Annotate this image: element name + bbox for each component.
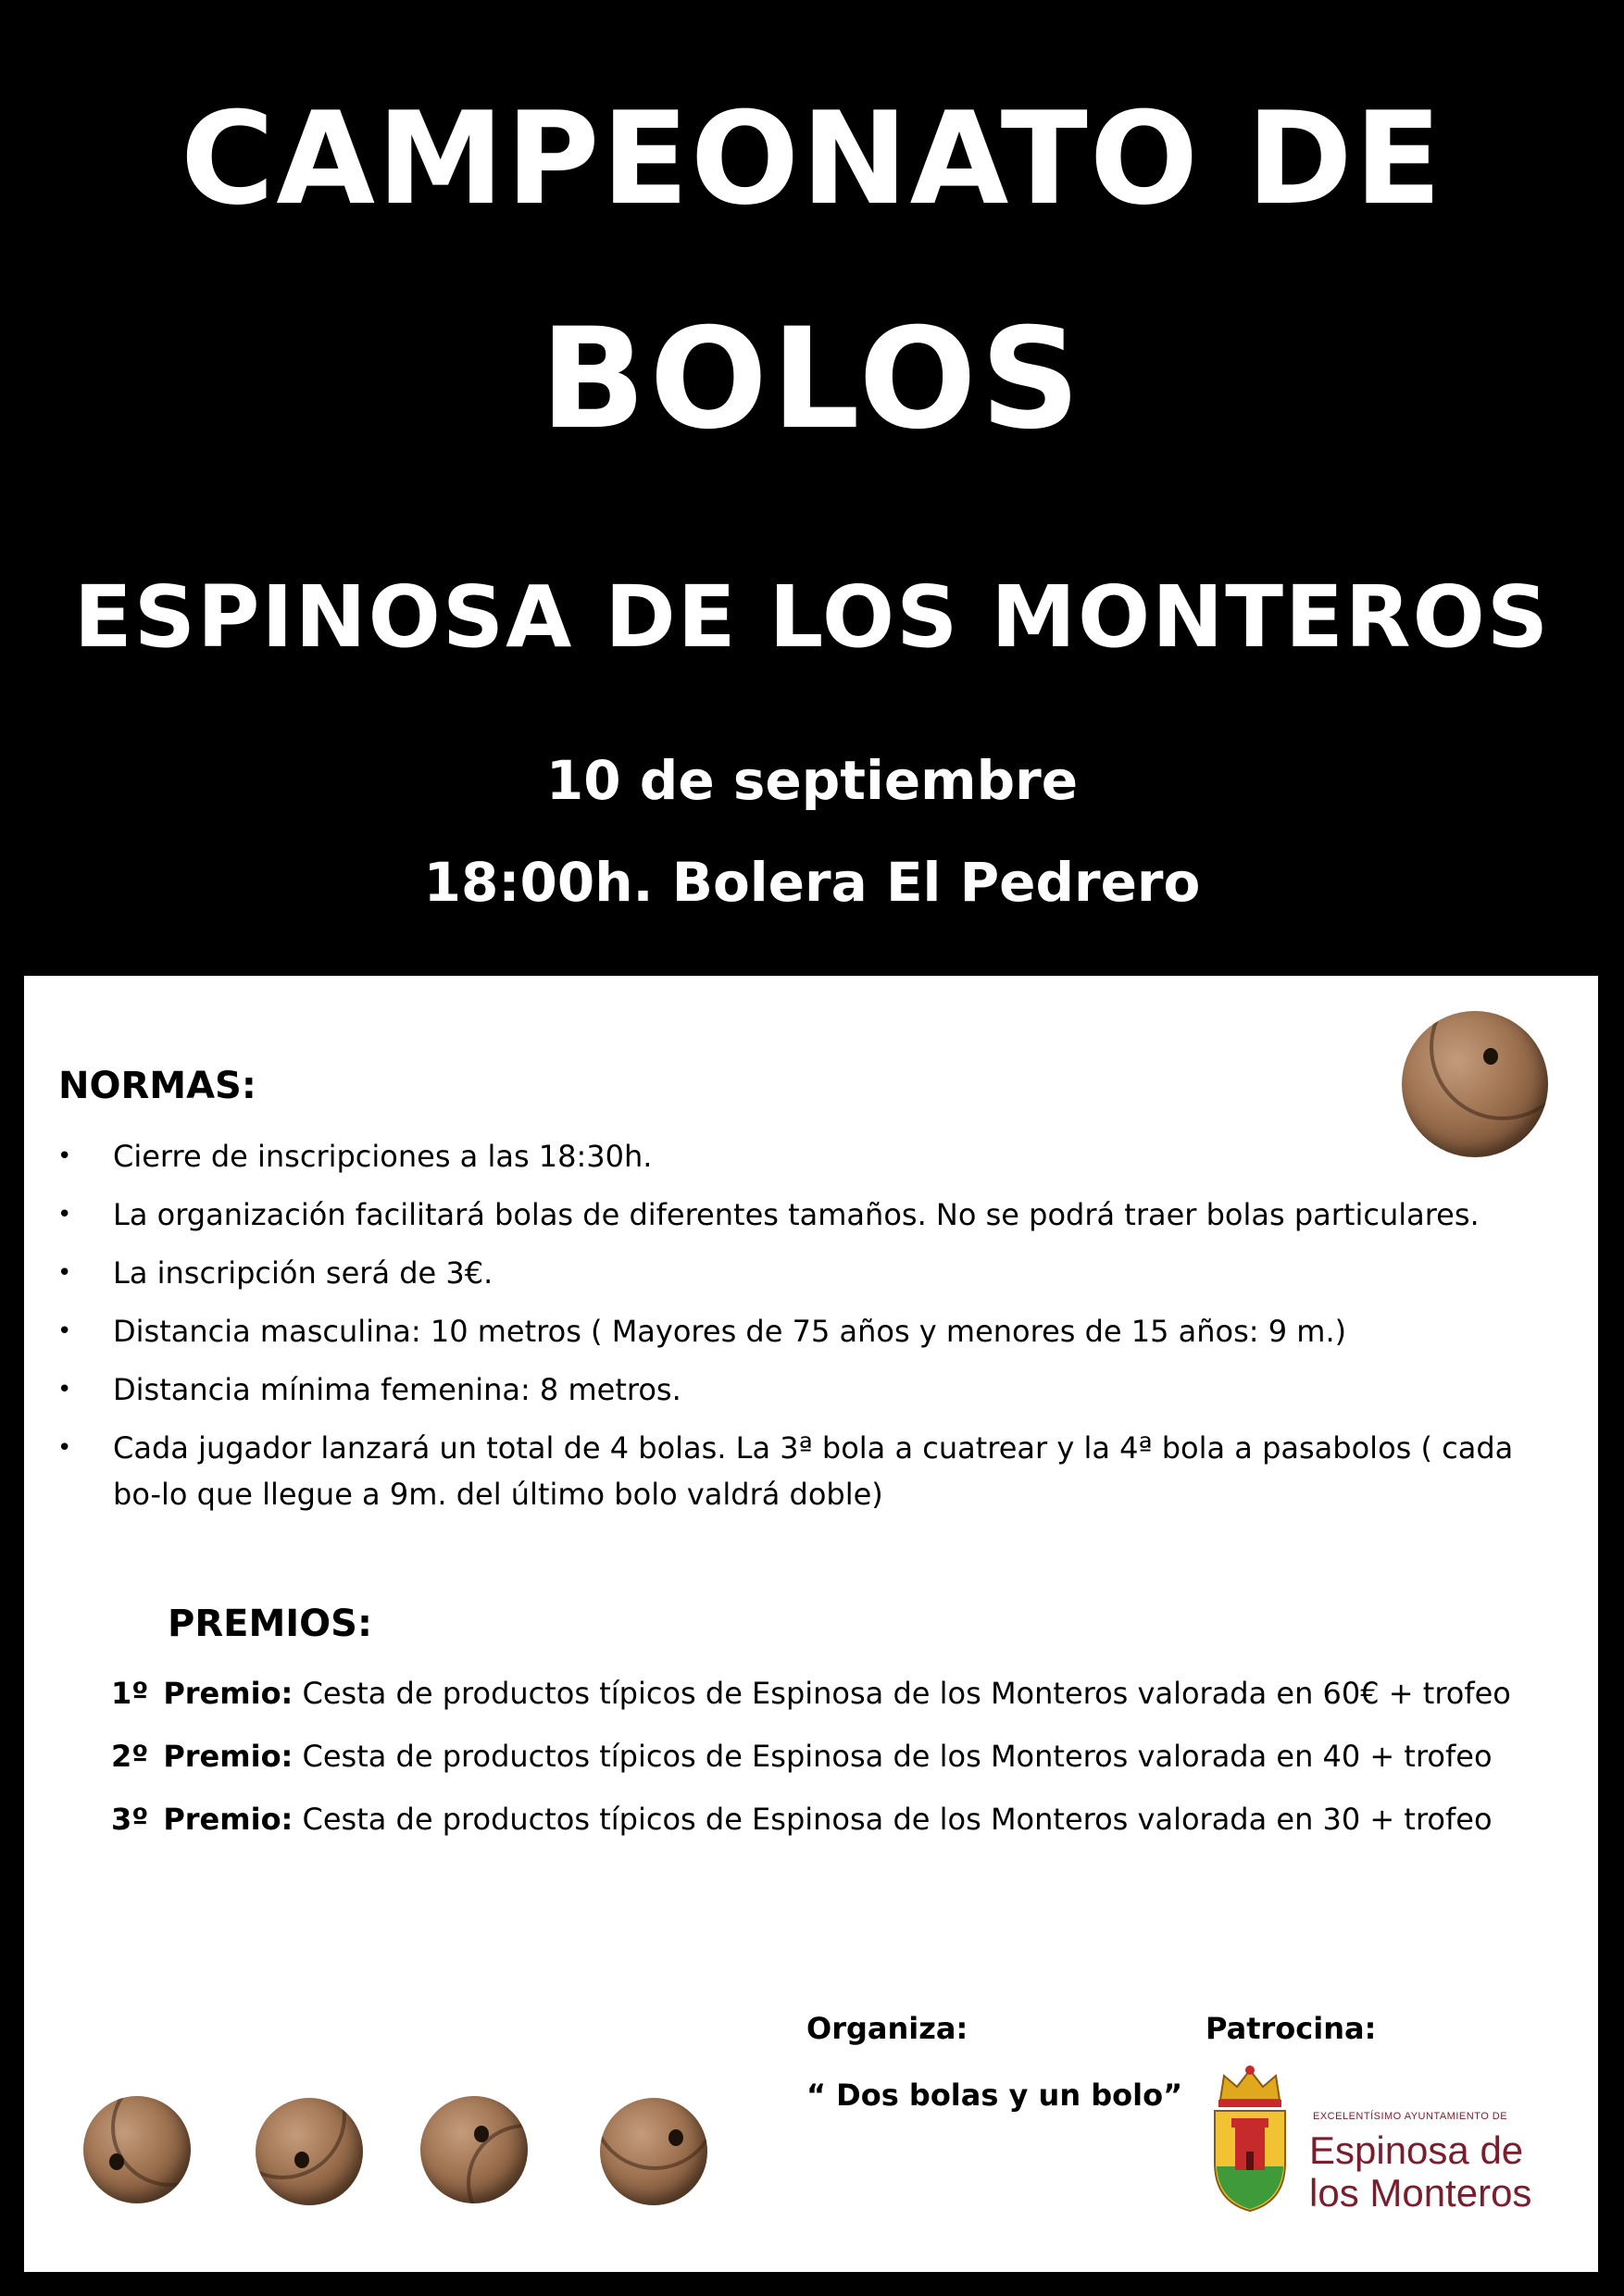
premios-heading: PREMIOS: (168, 1603, 372, 1645)
bullet-icon: • (57, 1376, 72, 1404)
title-line-2: BOLOS (540, 299, 1084, 460)
bullet-icon: • (57, 1259, 72, 1287)
title-line-1: CAMPEONATO DE (180, 84, 1444, 233)
bowling-ball-image (600, 2098, 707, 2205)
bowling-ball-image (256, 2098, 363, 2205)
bowling-ball-image (83, 2096, 191, 2203)
rule-text: Distancia mínima femenina: 8 metros. (113, 1372, 681, 1407)
info-panel (24, 976, 1598, 2272)
coat-of-arms-icon (1204, 2063, 1296, 2220)
rule-item (24, 1133, 1598, 1179)
prizes-list (111, 1670, 1574, 1859)
prize-text: Cesta de productos típicos de Espinosa de los Monteros valorada en 30 + trofeo (293, 1802, 1493, 1837)
rule-item (24, 1250, 1598, 1296)
rule-item (24, 1192, 1598, 1238)
prize-item (111, 1670, 1574, 1716)
prize-rank: 2º (111, 1739, 149, 1774)
normas-heading: NORMAS: (58, 1065, 256, 1107)
prize-rank: 3º (111, 1802, 149, 1837)
prize-text: Cesta de productos típicos de Espinosa de los Monteros valorada en 60€ + trofeo (293, 1676, 1511, 1711)
bullet-icon: • (57, 1434, 72, 1462)
rule-text: La organización facilitará bolas de diferentes tamaños. No se podrá traer bolas particulares. (113, 1197, 1480, 1232)
rules-list (24, 1133, 1598, 1529)
prize-item (111, 1796, 1574, 1842)
logo-line-1: Espinosa de (1309, 2128, 1524, 2172)
prize-rank: 1º (111, 1676, 149, 1711)
event-time-venue: 18:00h. Bolera El Pedrero (423, 851, 1201, 914)
place-title: ESPINOSA DE LOS MONTEROS (73, 568, 1551, 667)
rule-text: Distancia masculina: 10 metros ( Mayores de 75 años y menores de 15 años: 9 m.) (113, 1314, 1347, 1349)
rule-text: Cierre de inscripciones a las 18:30h. (113, 1139, 653, 1174)
rule-item (24, 1308, 1598, 1354)
logo-line-2: los Monteros (1309, 2171, 1532, 2215)
bullet-icon: • (57, 1201, 72, 1229)
event-date: 10 de septiembre (545, 749, 1079, 812)
prize-item (111, 1733, 1574, 1779)
bullet-icon: • (57, 1142, 72, 1170)
rule-item (24, 1425, 1598, 1517)
prize-label: Premio: (163, 1676, 294, 1711)
ayuntamiento-logo (1204, 2063, 1565, 2220)
bullet-icon: • (57, 1317, 72, 1345)
bowling-ball-image (420, 2096, 528, 2203)
organiza-label: Organiza: (806, 2011, 968, 2046)
rule-text: Cada jugador lanzará un total de 4 bolas. La 3ª bola a cuatrear y la 4ª bola a pasabolos ( cada bo-lo que llegue a 9m. del último bolo valdrá doble) (113, 1430, 1514, 1512)
poster-header (0, 0, 1624, 976)
rule-text: La inscripción será de 3€. (113, 1255, 493, 1291)
rule-item (24, 1366, 1598, 1413)
logo-small-text: EXCELENTÍSIMO AYUNTAMIENTO DE (1313, 2111, 1508, 2122)
prize-label: Premio: (163, 1802, 294, 1837)
prize-label: Premio: (163, 1739, 294, 1774)
patrocina-label: Patrocina: (1206, 2011, 1377, 2046)
organizer-name: “ Dos bolas y un bolo” (806, 2078, 1183, 2113)
prize-text: Cesta de productos típicos de Espinosa de los Monteros valorada en 40 + trofeo (293, 1739, 1493, 1774)
